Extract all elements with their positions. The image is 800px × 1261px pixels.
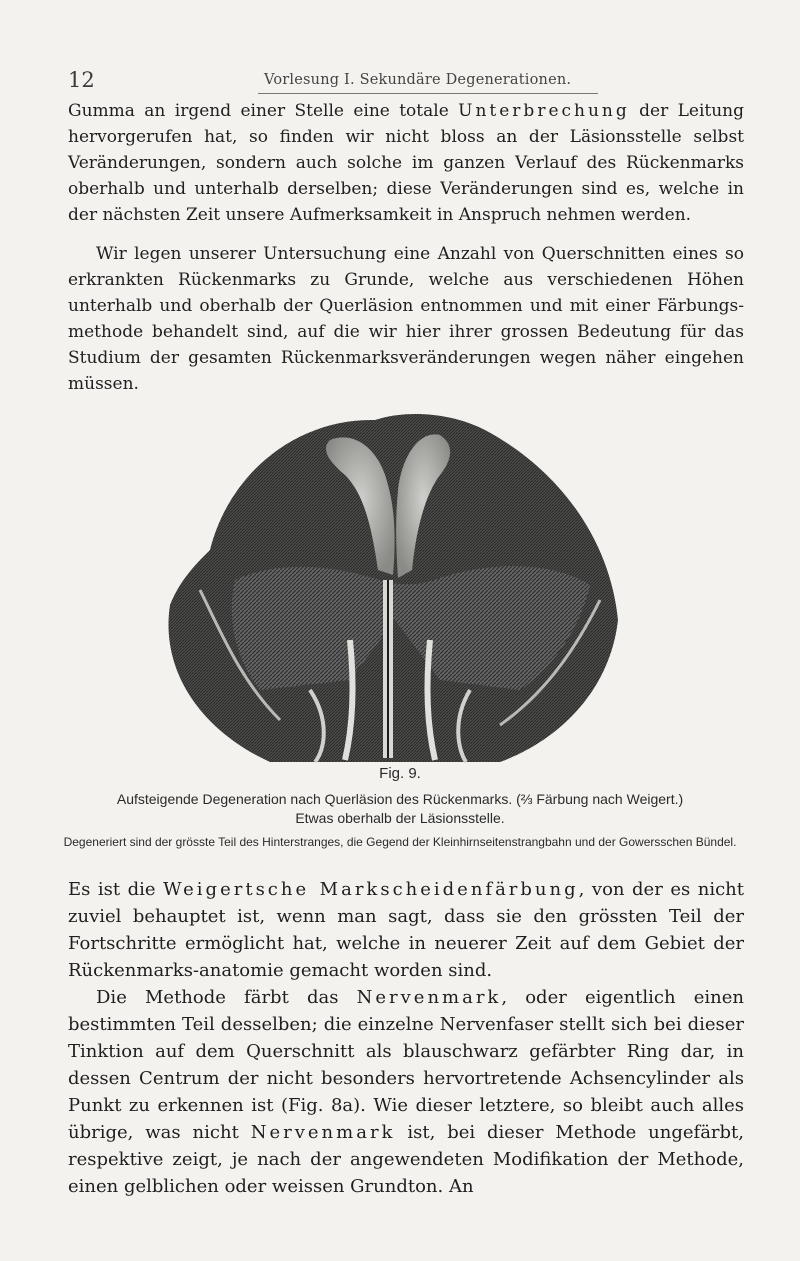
figure-caption <box>60 790 740 828</box>
paragraph-weigert <box>68 876 744 984</box>
page-number: 12 <box>68 68 95 92</box>
nervenmark-term-2: Nervenmark <box>250 1122 396 1143</box>
running-title: Vorlesung I. Sekundäre Degenerationen. <box>264 72 572 88</box>
paragraph-methode-end: ist, bei dieser Methode ungefärbt, respektive zeigt, je nach der angewendeten Modifikation der Methode, einen gelblichen oder weissen Grundton. An <box>68 1122 745 1197</box>
paragraph-methode <box>68 984 744 1200</box>
nervenmark-term: Nervenmark <box>356 987 502 1008</box>
figure-caption-line2: Etwas oberhalb der Läsionsstelle. <box>295 810 505 826</box>
paragraph-gumma-text: Gumma an irgend einer Stelle eine totale Unterbrechung der Leitung hervorgerufen hat, so finden wir nicht bloss an der Läsionsstelle selbst Veränderungen, sondern auch solche im ganzen Verlauf des Rückenmarks oberhalb und unterhalb derselben; diese Veränderungen sind es, welche in der nächsten Zeit unsere Aufmerksamkeit in Anspruch nehmen werden. <box>68 101 744 225</box>
page-header <box>68 60 728 90</box>
paragraph-gumma <box>68 98 744 228</box>
paragraph-weigert-rest: , von der es nicht zuviel behauptet ist, wenn man sagt, dass sie den grössten Teil der Fortschritte ermöglicht hat, welche in neuerer Zeit auf dem Gebiet der Rückenmarks-anatomie gemacht worden sind. <box>68 879 744 981</box>
header-rule <box>258 93 598 94</box>
paragraph-weigert-start: Es ist die <box>68 879 164 900</box>
figure-label: Fig. 9. <box>379 765 421 782</box>
unterbrechung-term: Unterbrechung <box>458 101 630 121</box>
paragraph-untersuchung-text: Wir legen unserer Untersuchung eine Anzahl von Querschnitten eines so erkrankten Rückenmarks zu Grunde, welche aus verschiedenen Höhen unterhalb und oberhalb der Querläsion entnommen und mit einer Färbungs-methode behandelt sind, auf die wir hier ihrer grossen Bedeutung für das Studium der gesamten Rückenmarksveränderungen wegen näher eingehen müssen. <box>68 244 744 394</box>
weigert-term: Weigertsche Markscheidenfärbung <box>163 879 579 900</box>
figure-caption-line1: Aufsteigende Degeneration nach Querläsion des Rückenmarks. (⅔ Färbung nach Weigert.) <box>116 791 684 807</box>
main-text <box>68 876 744 1200</box>
paragraph-untersuchung <box>68 241 744 397</box>
figure-caption-detail: Degeneriert sind der grösste Teil des Hinterstranges, die Gegend der Kleinhirnseitenstrangbahn und der Gowersschen Bündel. <box>63 835 737 849</box>
spinal-cord-cross-section-figure <box>140 390 630 766</box>
paragraph-methode-mid: , oder eigentlich einen bestimmten Teil desselben; die einzelne Nervenfaser stellt sich bei dieser Tinktion auf dem Querschnitt als blauschwarz gefärbter Ring dar, in dessen Centrum der nicht besonders hervortretende Achsencylinder als Punkt zu erkennen ist (Fig. 8a). Wie dieser letztere, so bleibt auch alles übrige, was nicht <box>68 987 744 1143</box>
spinal-cord-illustration <box>140 390 630 766</box>
paragraph-methode-start: Die Methode färbt das <box>96 987 357 1008</box>
